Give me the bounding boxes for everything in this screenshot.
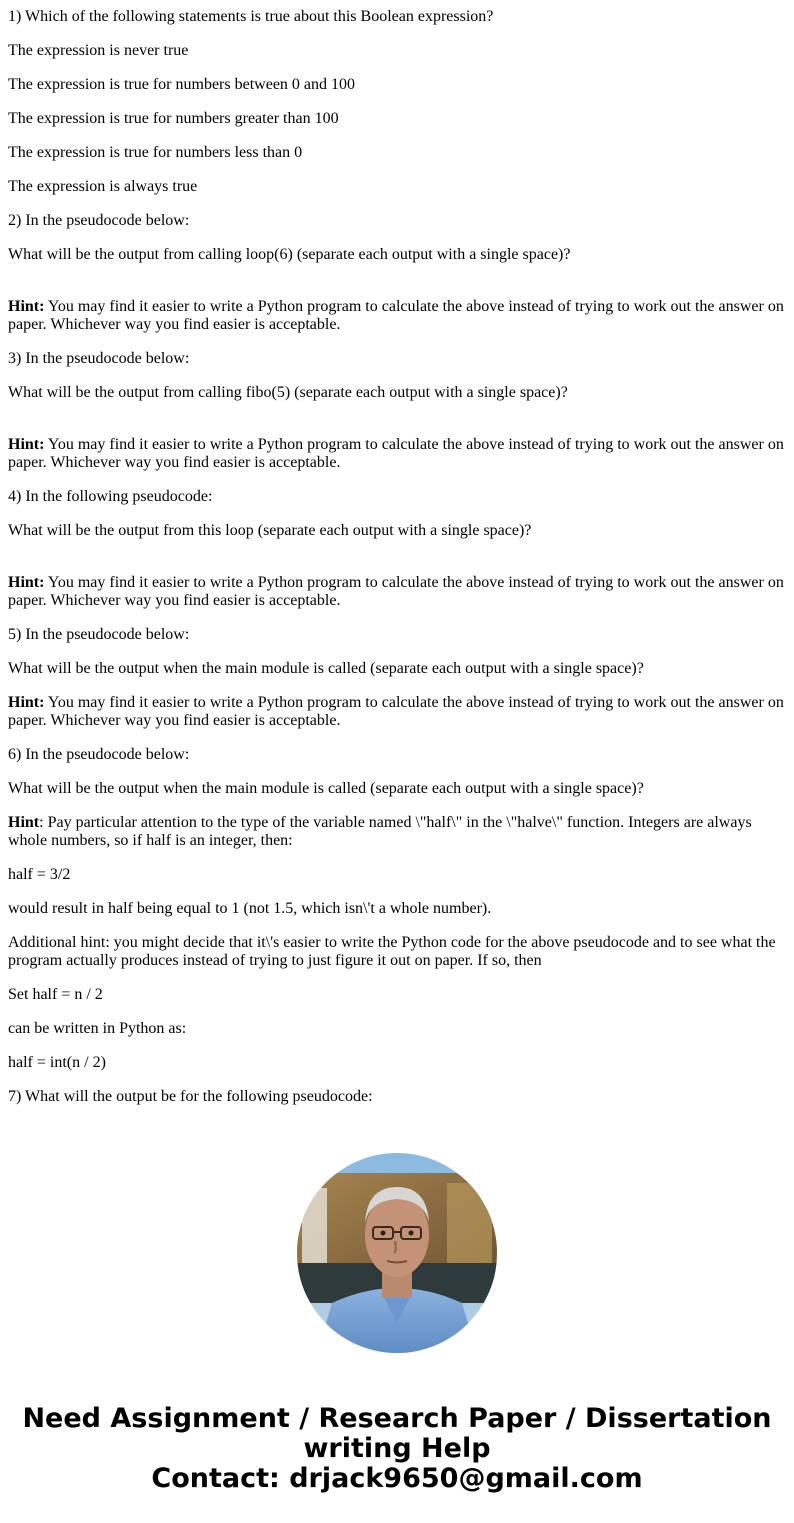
code-example: half = int(n / 2) — [8, 1054, 106, 1071]
hint-paragraph — [8, 574, 786, 610]
hint-paragraph — [8, 694, 786, 730]
code-example: Set half = n / 2 — [8, 986, 103, 1003]
footer-contact: Contact: drjack9650@gmail.com — [151, 1463, 643, 1494]
hint-label: Hint: — [8, 298, 45, 315]
question-2: What will be the output from calling loop(6) (separate each output with a single space)? — [8, 246, 571, 263]
document-body — [8, 8, 786, 1122]
avatar-photo — [297, 1153, 497, 1353]
hint-paragraph — [8, 298, 786, 334]
question-3-intro: 3) In the pseudocode below: — [8, 350, 190, 367]
hint-text: : Pay particular attention to the type of the variable named \"half\" in the \"halve\" function. Integers are always whole numbers, so if half is an integer, then: — [8, 814, 752, 849]
option-1: The expression is never true — [8, 42, 189, 59]
question-6-intro: 6) In the pseudocode below: — [8, 746, 190, 763]
hint-text: You may find it easier to write a Python program to calculate the above instead of trying to work out the answer on paper. Whichever way you find easier is acceptable. — [8, 298, 784, 333]
question-4-intro: 4) In the following pseudocode: — [8, 488, 213, 505]
code-example: half = 3/2 — [8, 866, 71, 883]
question-5-intro: 5) In the pseudocode below: — [8, 626, 190, 643]
hint-label: Hint: — [8, 694, 45, 711]
option-5: The expression is always true — [8, 178, 198, 195]
hint-text: You may find it easier to write a Python program to calculate the above instead of trying to work out the answer on paper. Whichever way you find easier is acceptable. — [8, 694, 784, 729]
hint-text: You may find it easier to write a Python program to calculate the above instead of trying to work out the answer on paper. Whichever way you find easier is acceptable. — [8, 436, 784, 471]
question-6-hint — [8, 814, 786, 850]
question-6: What will be the output when the main module is called (separate each output with a single space)? — [8, 780, 644, 797]
question-1: 1) Which of the following statements is true about this Boolean expression? — [8, 8, 494, 25]
option-3: The expression is true for numbers greater than 100 — [8, 110, 339, 127]
avatar — [297, 1153, 497, 1353]
question-2-intro: 2) In the pseudocode below: — [8, 212, 190, 229]
question-7: 7) What will the output be for the following pseudocode: — [8, 1088, 373, 1105]
hint-label: Hint: — [8, 436, 45, 453]
option-4: The expression is true for numbers less than 0 — [8, 144, 303, 161]
additional-hint: Additional hint: you might decide that it\'s easier to write the Python code for the above pseudocode and to see what the program actually produces instead of trying to just figure it out on paper. If so, then — [8, 934, 776, 969]
question-4: What will be the output from this loop (separate each output with a single space)? — [8, 522, 532, 539]
hint-paragraph — [8, 436, 786, 472]
hint-label: Hint: — [8, 574, 45, 591]
footer-line-1: Need Assignment / Research Paper / Dissertation — [22, 1403, 772, 1434]
footer-banner — [0, 1404, 794, 1494]
question-3: What will be the output from calling fibo(5) (separate each output with a single space)? — [8, 384, 568, 401]
hint-text: You may find it easier to write a Python program to calculate the above instead of trying to work out the answer on paper. Whichever way you find easier is acceptable. — [8, 574, 784, 609]
explanation: would result in half being equal to 1 (not 1.5, which isn\'t a whole number). — [8, 900, 492, 917]
explanation: can be written in Python as: — [8, 1020, 187, 1037]
question-5: What will be the output when the main module is called (separate each output with a single space)? — [8, 660, 644, 677]
option-2: The expression is true for numbers between 0 and 100 — [8, 76, 356, 93]
footer-line-2: writing Help — [303, 1433, 491, 1464]
hint-label: Hint — [8, 814, 40, 831]
